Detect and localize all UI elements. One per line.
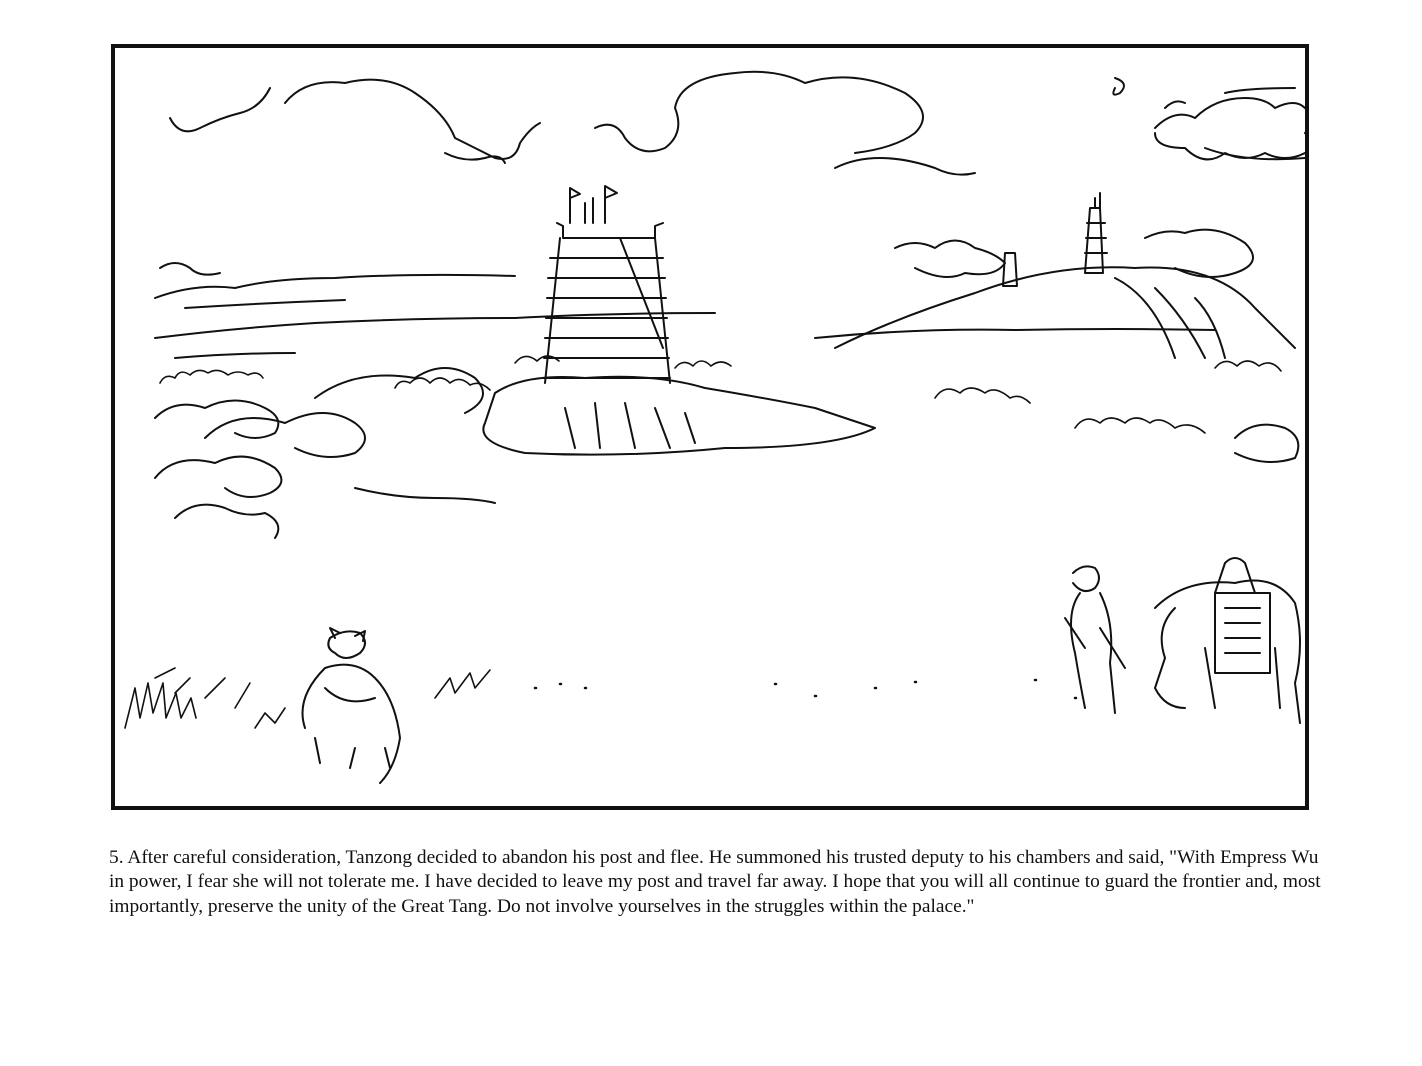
watchtower <box>543 186 670 383</box>
ink-landscape-drawing <box>115 48 1305 806</box>
distant-haze <box>155 230 1253 358</box>
rider-figure <box>303 628 401 783</box>
illustration-caption: 5. After careful consideration, Tanzong decided to abandon his post and flee. He summoned his trusted deputy to his chambers and said, "With Empress Wu in power, I fear she will not tolerate me. I have decided to leave my post and travel far away. I hope that you will all continue to guard the frontier and, most importantly, preserve the unity of the Great Tang. Do not involve yourselves in the struggles within the palace." <box>109 847 1321 917</box>
shrubs <box>160 356 1281 433</box>
sky-clouds <box>170 72 1305 175</box>
ground-dots <box>535 680 1076 698</box>
tower-hill <box>483 377 875 455</box>
illustration-panel <box>111 44 1309 810</box>
figure-with-horse <box>1065 558 1300 723</box>
swirl-clouds <box>155 368 1298 538</box>
foreground-grass <box>125 668 490 728</box>
